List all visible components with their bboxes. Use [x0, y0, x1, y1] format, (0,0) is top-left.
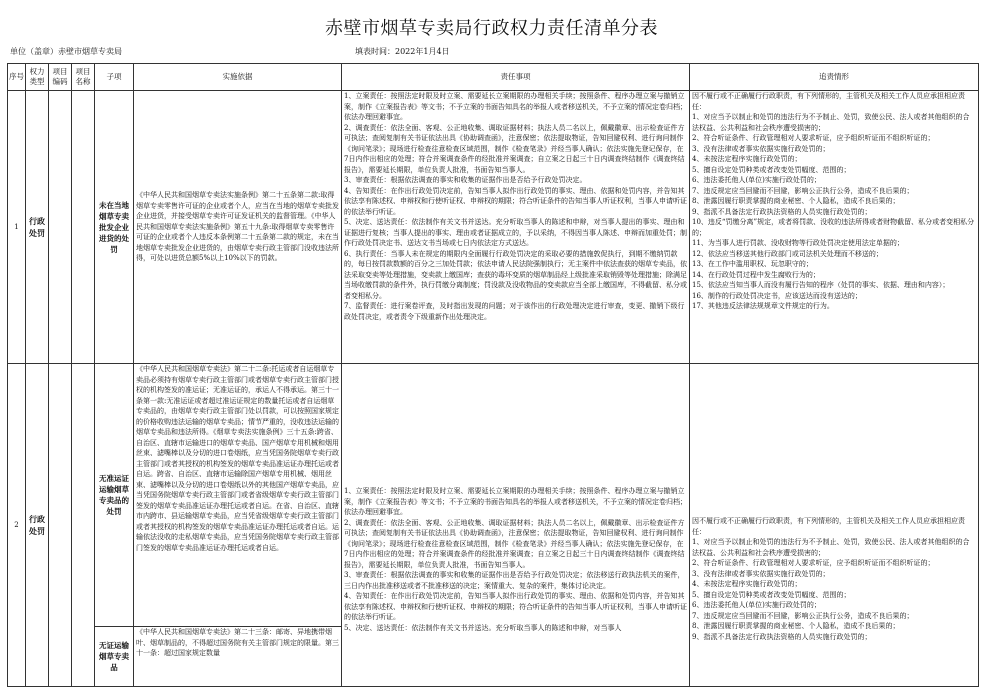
row1-accountability: 因不履行或不正确履行行政职责，有下列情形的，主管机关及相关工作人员应承担相应责任： 1、对应当予以制止和处罚的违法行为不予制止、处罚，致使公民、法人或者其他组织的合法权益、公共利益和社会秩序遭受损害的； 2、符合听证条件、行政管理相对人要求听证，应予组织听证而不组织听证的； 3、没有法律或者事实依据实施行政处罚的； 4、未按法定程序实施行政处罚的； 5、擅自设定处罚种类或者改变处罚幅度、范围的； 6、违法委托他人(单位)实施行政处罚的； 7、违反规定应当回避而不回避，影响公正执行公务，造成不良后果的； 8、泄露因履行职责掌握的商业秘密、个人隐私，造成不良后果的； 9、指派不具备法定行政执法资格的人员实施行政处罚的； 10、违反“罚缴分离”规定，或者将罚款、没收的违法所得或者财物截留、私分或者变相私分的； 11、为当事人进行罚款、没收财物等行政处罚决定使用法定单据的； 12、依法应当移送其他行政部门或司法机关处理而不移送的； 13、在工作中滥用职权、玩忽职守的； 14、在行政处罚过程中发生腐败行为的； 15、依法应当知当事人而没有履行告知的程序（处罚的事实、依据、理由和内容）； 16、制作的行政处罚决定书，应该送达而没有送达的； 17、其他违反法律法规规章文件规定的行为。	[690, 91, 979, 364]
row2-basis-a: 《中华人民共和国烟草专卖法》第二十二条:托运或者自运烟草专卖品必须持有烟草专卖行政主管部门或者烟草专卖行政主管部门授权的机构签发的准运证；无准运证的，承运人不得承运。第三十一条第一款:无准运证或者超过准运证规定的数量托运或者自运烟草专卖品的，由烟草专卖行政主管部门处以罚款，可以按照国家规定的价格收购违法运输的烟草专卖品；情节严重的，没收违法运输的烟草专卖品和违法所得。《烟草专卖法实施条例》三十五条:跨省、自治区、直辖市运输进口的烟草专卖品、国产烟草专用机械和烟用丝束、滤嘴棒以及分切的进口卷烟纸，应当凭国务院烟草专卖行政主管部门或者其授权的机构签发的烟草专卖品准运证办理托运或者自运。跨省、自治区、直辖市运输除国产烟草专用机械、烟用丝束、滤嘴棒以及分切的进口卷烟纸以外的其他国产烟草专卖品，应当凭国务院烟草专卖行政主管部门或者省级烟草专卖行政主管部门签发的烟草专卖品准运证办理托运或者自运。在省、自治区、直辖市内跨市、县运输烟草专卖品，应当凭省级烟草专卖行政主管部门或者其授权的机构签发的烟草专卖品准运证办理托运或者自运。运输依法没收的走私烟草专卖品，应当凭国务院烟草专卖行政主管部门签发的烟草专卖品准运证办理托运或者自运。	[134, 364, 342, 627]
row2-basis-b: 《中华人民共和国烟草专卖法》第二十三条：邮寄、异地携带烟叶、烟草制品的，不得超过国务院有关主管部门规定的限量。第三十一条：超过国家规定数量	[134, 627, 342, 687]
row1-sub: 未在当地烟草专卖批发企业进货的处罚	[95, 91, 134, 364]
row1-name	[72, 91, 95, 364]
row2-sub-a: 无准运证运输烟草专卖品的处罚	[95, 364, 134, 627]
unit-label: 单位（盖章）赤壁市烟草专卖局	[10, 47, 122, 56]
responsibility-table	[7, 63, 979, 687]
row2-seq: 2	[8, 364, 26, 687]
row2-code	[49, 364, 72, 687]
row2-accountability: 因不履行或不正确履行行政职责，有下列情形的，主管机关及相关工作人员应承担相应责任： 1、对应当予以制止和处罚的违法行为不予制止、处罚，致使公民、法人或者其他组织的合法权益、公共利益和社会秩序遭受损害的； 2、符合听证条件、行政管理相对人要求听证，应予组织听证而不组织听证的； 3、没有法律或者事实依据实施行政处罚的； 4、未按法定程序实施行政处罚的； 5、擅自设定处罚种类或者改变处罚幅度、范围的； 6、违法委托他人(单位)实施行政处罚的； 7、违反规定应当回避而不回避，影响公正执行公务，造成不良后果的； 8、泄露因履行职责掌握的商业秘密、个人隐私，造成不良后果的； 9、指派不具备法定行政执法资格的人员实施行政处罚的；	[690, 364, 979, 687]
header-seq: 序号	[8, 64, 26, 91]
header-sub: 子项	[95, 64, 134, 91]
header-name: 项目名称	[72, 64, 95, 91]
row1-basis: 《中华人民共和国烟草专卖法实施条例》第二十五条第二款:取得烟草专卖零售许可证的企业或者个人，应当在当地的烟草专卖批发企业进货，并接受烟草专卖许可证发证机关的监督管理。《中华人民共和国烟草专卖法实施条例》第五十九条:取得烟草专卖零售许可证的企业或者个人违反本条例第二十五条第二款的规定，未在当地烟草专卖批发企业进货的，由烟草专卖行政主管部门没收违法所得，可处以进货总额5%以上10%以下的罚款。	[134, 91, 342, 364]
row1-code	[49, 91, 72, 364]
header-basis: 实施依据	[134, 64, 342, 91]
row2-duty: 1、立案责任：按照法定时限及时立案、需要延长立案期限的办理相关手续；按照条件、程序办理立案与撤销立案，制作《立案报告表》等文书；不予立案的书面告知具名的举报人或者移送机关，不予立案的情况定卷归档；依法办理回避事宜。 2、调查责任：依法全面、客观、公正地收集、调取证据材料；执法人员二名以上，佩戴徽章、出示检查证件方可执法；查阅复制有关书证依法出具《协助调查函》，注意保密；依法提取物证，告知回避权利、进行询问制作《询问笔录》；现场进行检查往意检查区域范围，制作《检查笔录》并经当事人确认；依法实施先登记保存，在7日内作出相应的处理；符合并案调查条件的经批准并案调查；自立案之日起三十日内调查终结制作《调查终结报告》，需要延长期限，单位负责人批准，书面告知当事人。 3、审查责任：根据依法调查的事实和收集的证据作出是否给予行政处罚决定；依法移送行政执法机关的案件，三日内作出批准移送或者不批准移送的决定；案情重大、复杂的案件，集体讨论决定。 4、告知责任：在作出行政处罚决定前，告知当事人拟作出行政处罚的事实、理由、依据和处罚内容，并告知其依法享有陈述权、申辩权和行使听证权、申辩权的期限；符合听证条件的告知当事人听证权利，当事人申请听证的依法举行听证。 5、决定、送达责任：依法制作有关文书并送达。充分听取当事人的陈述和申辩，对当事人	[342, 364, 690, 687]
row1-type: 行政处罚	[26, 91, 49, 364]
row2-sub-b: 无证运输烟草专卖品	[95, 627, 134, 687]
header-type: 权力类型	[26, 64, 49, 91]
row1-seq: 1	[8, 91, 26, 364]
fill-time: 填表时间：2022年1月4日	[355, 47, 450, 56]
row1-duty: 1、立案责任：按照法定时限及时立案、需要延长立案期限的办理相关手续；按照条件、程序办理立案与撤销立案，制作《立案报告表》等文书；不予立案的书面告知具名的举报人或者移送机关，不予立案的情况定卷归档；依法办理回避事宜。 2、调查责任：依法全面、客观、公正地收集、调取证据材料；执法人员二名以上，佩戴徽章、出示检查证件方可执法；查阅复制有关书证依法出具《协助调查函》，注意保密；依法提取物证，告知回避权利、进行询问制作《询问笔录》；现场进行检查往意检查区域范围，制作《检查笔录》并经当事人确认；依法实施先登记保存，在7日内作出相应的处理；符合并案调查条件的经批准并案调查；自立案之日起三十日内调查终结制作《调查终结报告》，需要延长期限，单位负责人批准，书面告知当事人。 3、审查责任：根据依法调查的事实和收集的证据作出是否给予行政处罚决定。 4、告知责任：在作出行政处罚决定前，告知当事人拟作出行政处罚的事实、理由、依据和处罚内容，并告知其依法享有陈述权、申辩权和行使听证权、申辩权的期限；符合听证条件的告知当事人听证权利，当事人申请听证的依法举行听证。 5、决定、送达责任：依法制作有关文书并送达。充分听取当事人的陈述和申辩，对当事人提出的事实、理由和证据进行复核；当事人提出的事实、理由或者证据成立的，予以采纳，不得因当事人陈述、申辩而加重处罚；制作行政处罚决定书、送达文书当场或七日内依法定方式送达。 6、执行责任：当事人未在规定的期限内全面履行行政处罚决定的采取必要的措施敦促执行，到期不缴纳罚款的，每日按罚款数额的百分之三加处罚款；依法申请人民法院强制执行；无主案件中依法查获的烟草专卖品，依法采取变卖等处理措施，变卖款上缴国库；查获的毒坏变质的烟草制品经上级批准采取销毁等处理措施；除满足当场收缴罚款的条件外，执行罚缴分离制度；罚没款及没收物品的变卖款应当全部上缴国库，不得截留、私分或者变相私分。 7、监督责任：进行案卷评查，及时指出发现的问题；对于该作出的行政处理决定进行审查，变更、撤销下级行政处罚决定，或者责令下级重新作出处理决定。	[342, 91, 690, 364]
row2-type: 行政处罚	[26, 364, 49, 687]
table-row	[8, 364, 979, 627]
header-duty: 责任事项	[342, 64, 690, 91]
header-code: 项目编码	[49, 64, 72, 91]
header-accountability: 追责情形	[690, 64, 979, 91]
table-header-row	[8, 64, 979, 91]
document-title: 赤壁市烟草专卖局行政权力责任清单分表	[325, 18, 658, 39]
row2-name	[72, 364, 95, 687]
table-row	[8, 91, 979, 364]
